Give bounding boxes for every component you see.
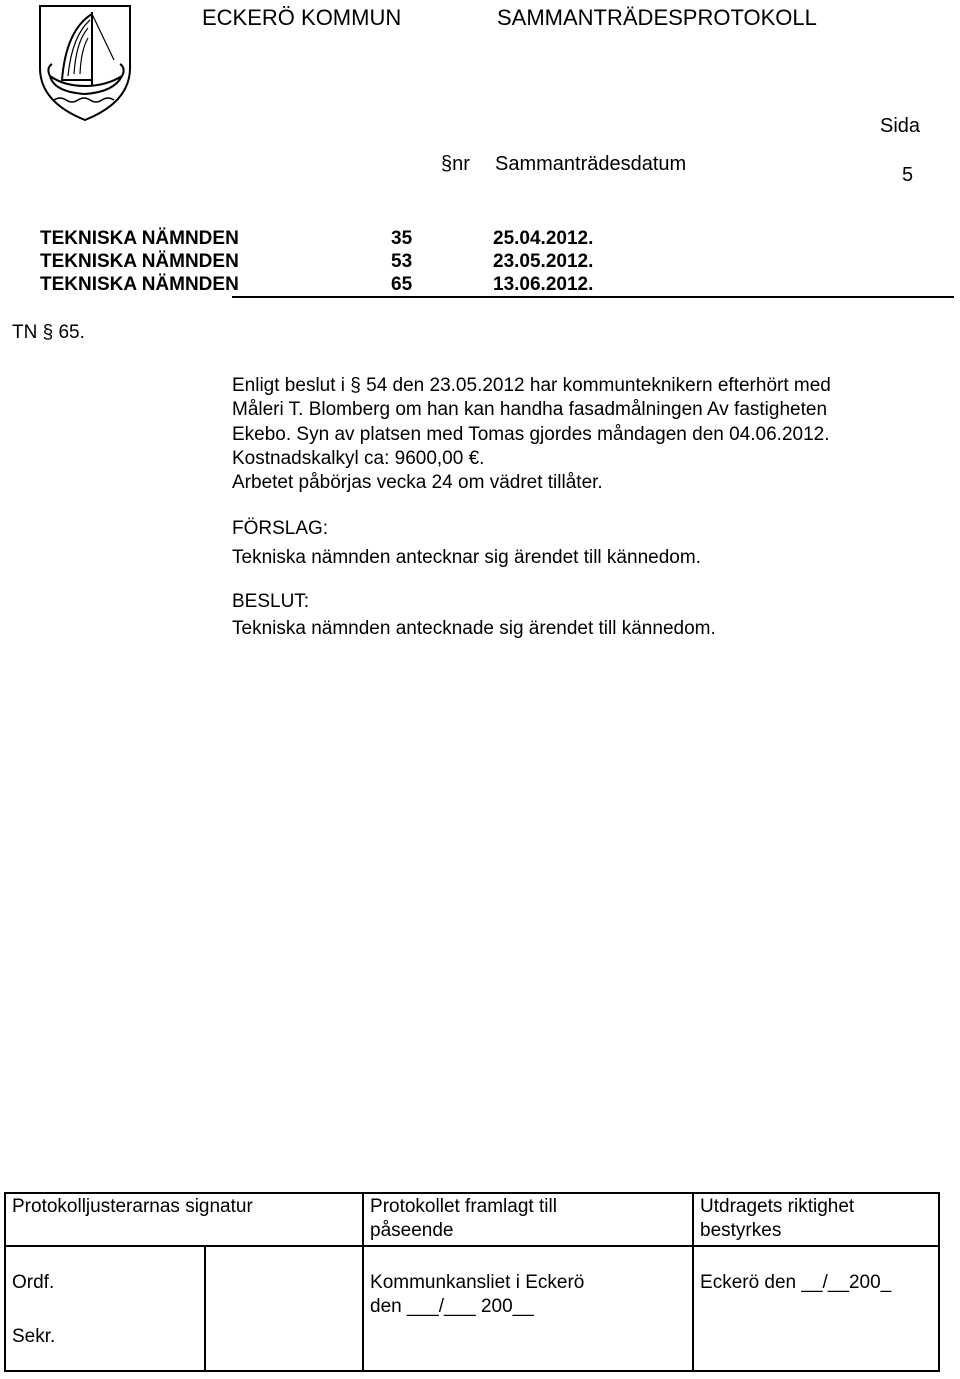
page-label: Sida [880, 115, 921, 137]
posting-header-cell [363, 1193, 693, 1246]
decision-text: Tekniska nämnden antecknade sig ärendet till kännedom. [232, 618, 716, 639]
body-line: Enligt beslut i § 54 den 23.05.2012 har kommunteknikern efterhört med [232, 375, 831, 396]
certification-place-date: Eckerö den __/__200_ [700, 1272, 892, 1293]
body-line: Måleri T. Blomberg om han kan handha fasadmålningen Av fastigheten [232, 399, 828, 420]
secretary-label: Sekr. [12, 1326, 56, 1347]
certification-place-cell [693, 1246, 939, 1371]
body-line: Arbetet påbörjas vecka 24 om vädret tillåter. [232, 472, 603, 493]
chair-label: Ordf. [12, 1272, 55, 1293]
signature-space-cell [205, 1246, 363, 1371]
posting-place: Kommunkansliet i Eckerö [370, 1272, 585, 1293]
meeting-body: TEKNISKA NÄMNDEN [40, 251, 239, 272]
meeting-paragraph: 35 [391, 228, 413, 249]
meeting-date: 25.04.2012. [493, 228, 594, 249]
municipal-coat-of-arms [36, 2, 134, 127]
chair-signature-cell [5, 1246, 205, 1371]
proposal-label: FÖRSLAG: [232, 518, 329, 539]
decision-label: BESLUT: [232, 591, 310, 612]
meeting-date: 23.05.2012. [493, 251, 594, 272]
meeting-paragraph: 65 [391, 274, 413, 295]
body-line: Ekebo. Syn av platsen med Tomas gjordes måndagen den 04.06.2012. [232, 424, 830, 445]
meeting-body: TEKNISKA NÄMNDEN [40, 228, 239, 249]
posting-header-line2: påseende [370, 1220, 454, 1241]
section-reference: TN § 65. [12, 322, 85, 343]
posting-place-cell [363, 1246, 693, 1371]
body-line: Kostnadskalkyl ca: 9600,00 €. [232, 448, 485, 469]
proposal-text: Tekniska nämnden antecknar sig ärendet till kännedom. [232, 547, 701, 568]
certification-header-line2: bestyrkes [700, 1220, 782, 1241]
meeting-body: TEKNISKA NÄMNDEN [40, 274, 239, 295]
meeting-date: 13.06.2012. [493, 274, 594, 295]
meeting-date-label: Sammanträdesdatum [495, 153, 687, 175]
paragraph-number-label: §nr [441, 153, 470, 175]
page-number: 5 [902, 164, 914, 186]
certification-header-cell [693, 1193, 939, 1246]
header-rule [232, 296, 954, 298]
signature-header: Protokolljusterarnas signatur [12, 1196, 253, 1217]
posting-date: den ___/___ 200__ [370, 1296, 534, 1317]
meeting-paragraph: 53 [391, 251, 413, 272]
posting-header-line1: Protokollet framlagt till [370, 1196, 557, 1217]
certification-header-line1: Utdragets riktighet [700, 1196, 855, 1217]
document-type: SAMMANTRÄDESPROTOKOLL [497, 5, 817, 30]
municipality-name: ECKERÖ KOMMUN [202, 5, 402, 30]
signature-header-cell [5, 1193, 363, 1246]
signature-table [4, 1192, 940, 1372]
